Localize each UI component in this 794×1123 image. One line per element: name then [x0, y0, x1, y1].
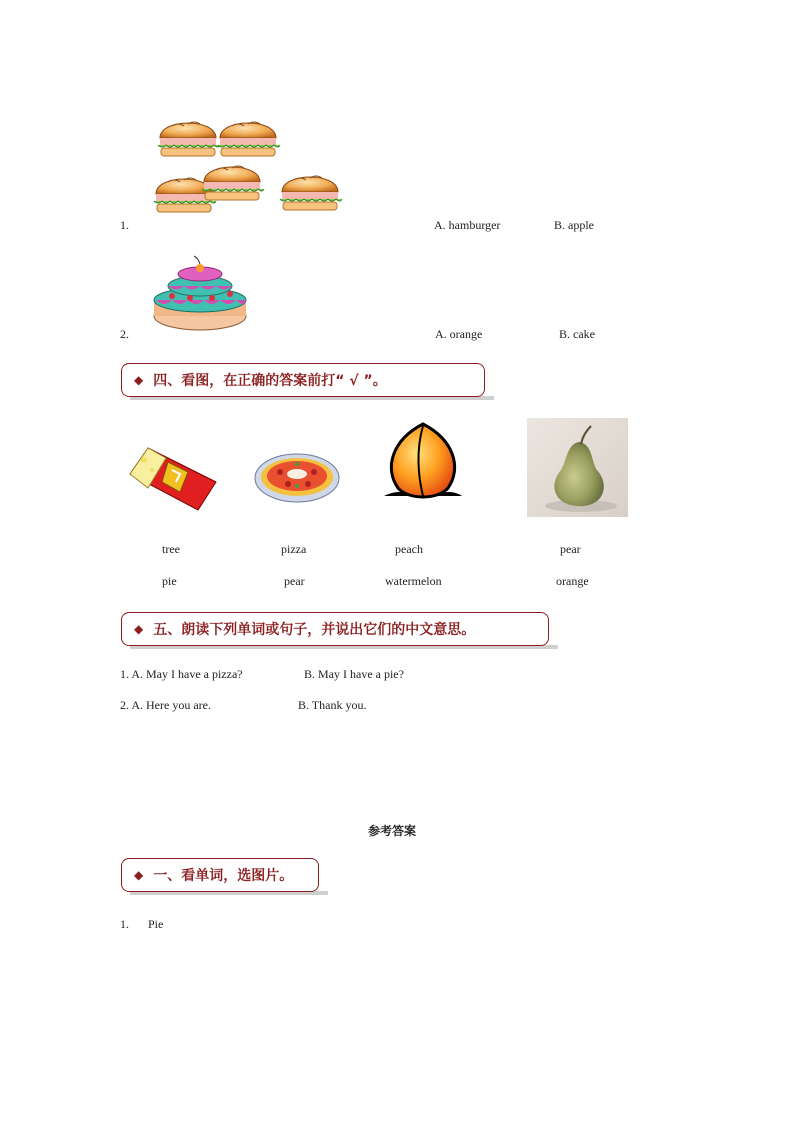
word-option[interactable]: pie	[162, 574, 177, 588]
pear-photo	[527, 418, 628, 517]
pizza-image	[254, 450, 340, 504]
word-option[interactable]: pizza	[281, 542, 307, 556]
sentence-b: B. Thank you.	[298, 698, 367, 712]
option-a[interactable]: A. hamburger	[434, 218, 501, 232]
word-option[interactable]: peach	[395, 542, 423, 556]
section-title: 五、朗读下列单词或句子，并说出它们的中文意思。	[153, 622, 476, 638]
hamburger-image	[148, 112, 348, 224]
pizza-icon	[254, 450, 340, 504]
section-5-header	[121, 612, 549, 646]
word-option[interactable]: watermelon	[385, 574, 442, 588]
question-number: 1.	[120, 218, 129, 232]
cake-image	[150, 252, 250, 334]
peach-icon	[382, 420, 464, 502]
answer-text: Pie	[148, 917, 164, 931]
option-b[interactable]: B. apple	[554, 218, 594, 232]
word-option[interactable]: pear	[284, 574, 305, 588]
sentence-a: 1. A. May I have a pizza?	[120, 667, 243, 681]
pear-image	[527, 418, 628, 517]
word-option[interactable]: pear	[560, 542, 581, 556]
section-4-header	[121, 363, 485, 397]
option-b[interactable]: B. cake	[559, 327, 595, 341]
diamond-icon: ◆	[134, 373, 144, 387]
diamond-icon: ◆	[134, 622, 144, 636]
section-title: 一、看单词，选图片。	[153, 868, 294, 884]
word-option[interactable]: tree	[162, 542, 180, 556]
section-title: 四、看图，在正确的答案前打“ √ ”。	[153, 373, 387, 389]
answers-heading: 参考答案	[368, 824, 417, 838]
question-number: 2.	[120, 327, 129, 341]
word-option[interactable]: orange	[556, 574, 589, 588]
sentence-b: B. May I have a pie?	[304, 667, 404, 681]
sentence-a: 2. A. Here you are.	[120, 698, 211, 712]
answer-number: 1.	[120, 917, 129, 931]
pie-icon	[128, 440, 218, 512]
pie-image	[128, 440, 218, 512]
diamond-icon: ◆	[134, 868, 144, 882]
hamburger-icon	[148, 112, 348, 224]
cake-icon	[150, 252, 250, 334]
peach-image	[382, 420, 464, 502]
option-a[interactable]: A. orange	[435, 327, 483, 341]
answers-section-1-header	[121, 858, 319, 892]
